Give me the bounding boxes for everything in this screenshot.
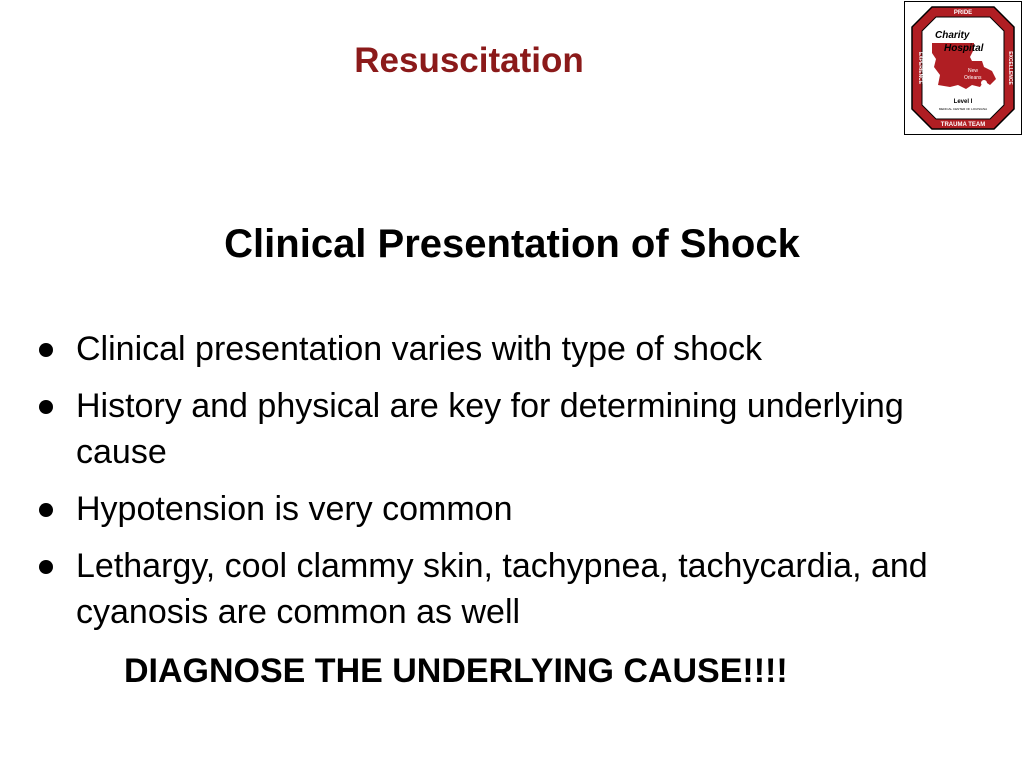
logo-city-line2: Orleans xyxy=(964,75,982,81)
logo-name-line2: Hospital xyxy=(944,43,984,54)
bullet-text: Clinical presentation varies with type of shock xyxy=(76,330,762,368)
bullet-dot-icon xyxy=(39,400,53,414)
logo-top-text: PRIDE xyxy=(953,10,973,16)
bullet-text: Lethargy, cool clammy skin, tachypnea, tachycardia, and cyanosis are common as well xyxy=(76,547,928,631)
bullet-item xyxy=(36,543,976,635)
logo-city-line1: New xyxy=(968,68,979,74)
header-title: Resuscitation xyxy=(354,41,584,80)
slide-title: Clinical Presentation of Shock xyxy=(224,222,800,266)
bullet-text: History and physical are key for determining underlying cause xyxy=(76,387,904,471)
logo-subtitle: MEDICAL CENTER OF LOUISIANA xyxy=(938,107,988,111)
logo-bottom-text: TRAUMA TEAM xyxy=(940,122,986,128)
logo-right-text: EXCELLENCE xyxy=(1007,51,1013,85)
bullet-dot-icon xyxy=(39,343,53,357)
bullet-dot-icon xyxy=(39,560,53,574)
callout-text: DIAGNOSE THE UNDERLYING CAUSE!!!! xyxy=(124,652,788,690)
bullet-list xyxy=(36,326,976,646)
bullet-item xyxy=(36,486,976,532)
logo-level: Level I xyxy=(953,99,973,105)
trauma-team-badge-icon xyxy=(910,5,1016,131)
bullet-item xyxy=(36,326,976,372)
bullet-item xyxy=(36,383,976,475)
charity-hospital-logo xyxy=(904,1,1022,135)
logo-left-text: EXPERIENCE xyxy=(917,51,923,85)
bullet-text: Hypotension is very common xyxy=(76,490,513,528)
logo-name-line1: Charity xyxy=(935,30,970,41)
bullet-dot-icon xyxy=(39,503,53,517)
